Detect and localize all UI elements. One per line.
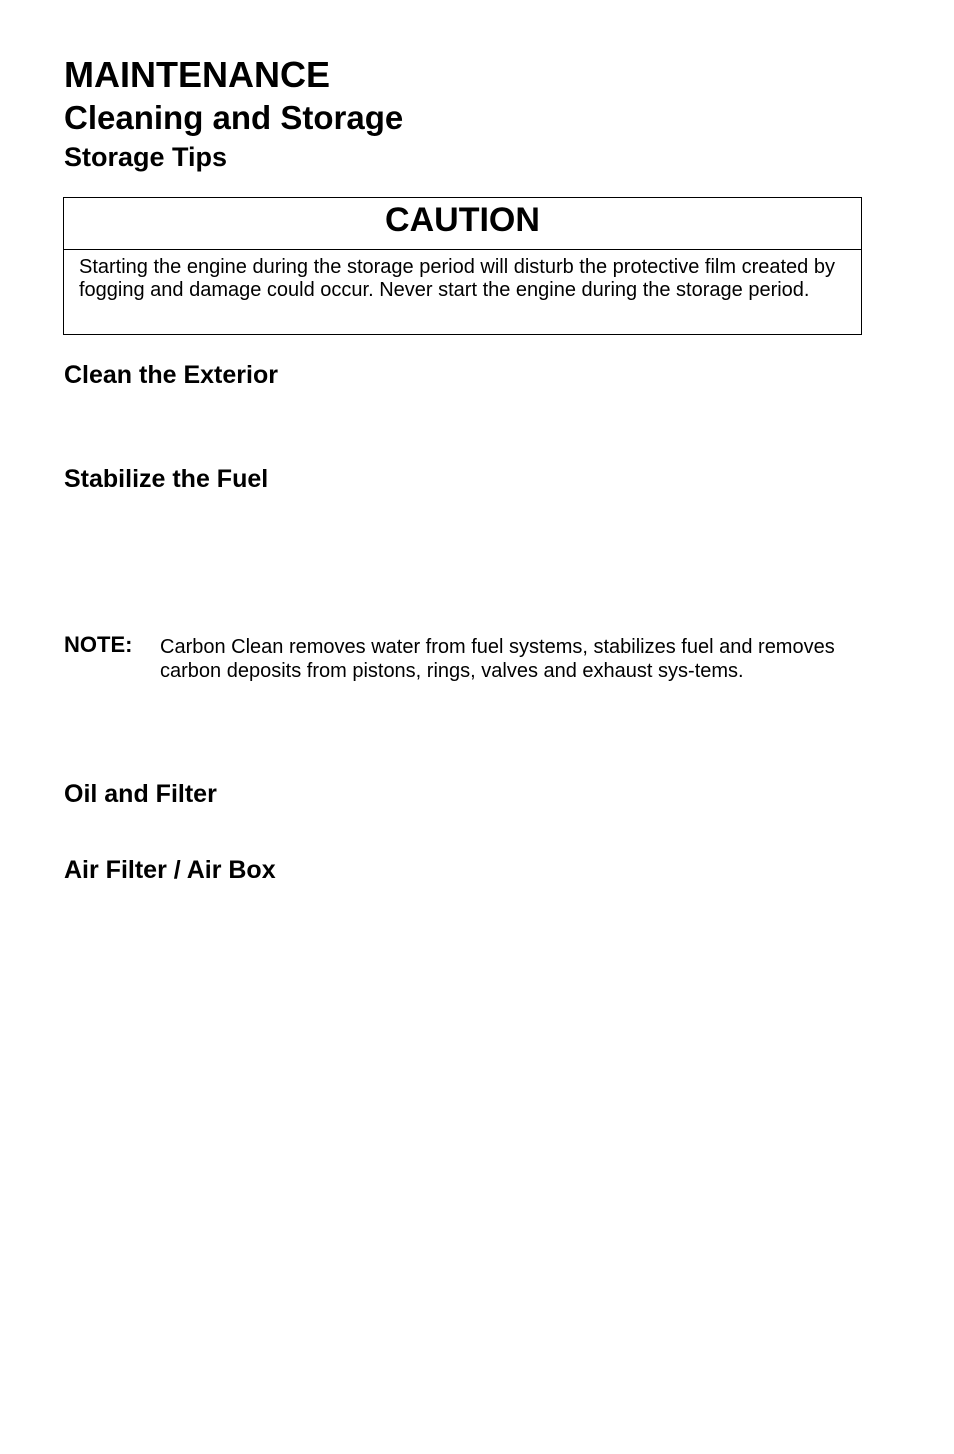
note-text: Carbon Clean removes water from fuel systems, stabilizes fuel and removes carbon deposits from pistons, rings, valves and exhaust sys-tems. — [160, 636, 835, 682]
section-title: MAINTENANCE — [64, 54, 330, 95]
subsection-title: Cleaning and Storage — [64, 99, 404, 136]
topic-stabilize-fuel: Stabilize the Fuel — [64, 465, 269, 493]
topic-oil-filter: Oil and Filter — [64, 780, 217, 808]
topic-clean-exterior: Clean the Exterior — [64, 361, 278, 389]
caution-text: Starting the engine during the storage period will disturb the protective film created by fogging and damage could occur. Never start the engine during the storage period. — [79, 256, 835, 301]
topic-air-filter: Air Filter / Air Box — [64, 856, 276, 884]
subsubsection-title: Storage Tips — [64, 142, 228, 172]
note-label: NOTE: — [64, 632, 133, 657]
caution-title: CAUTION — [64, 198, 861, 250]
caution-box — [63, 197, 862, 335]
